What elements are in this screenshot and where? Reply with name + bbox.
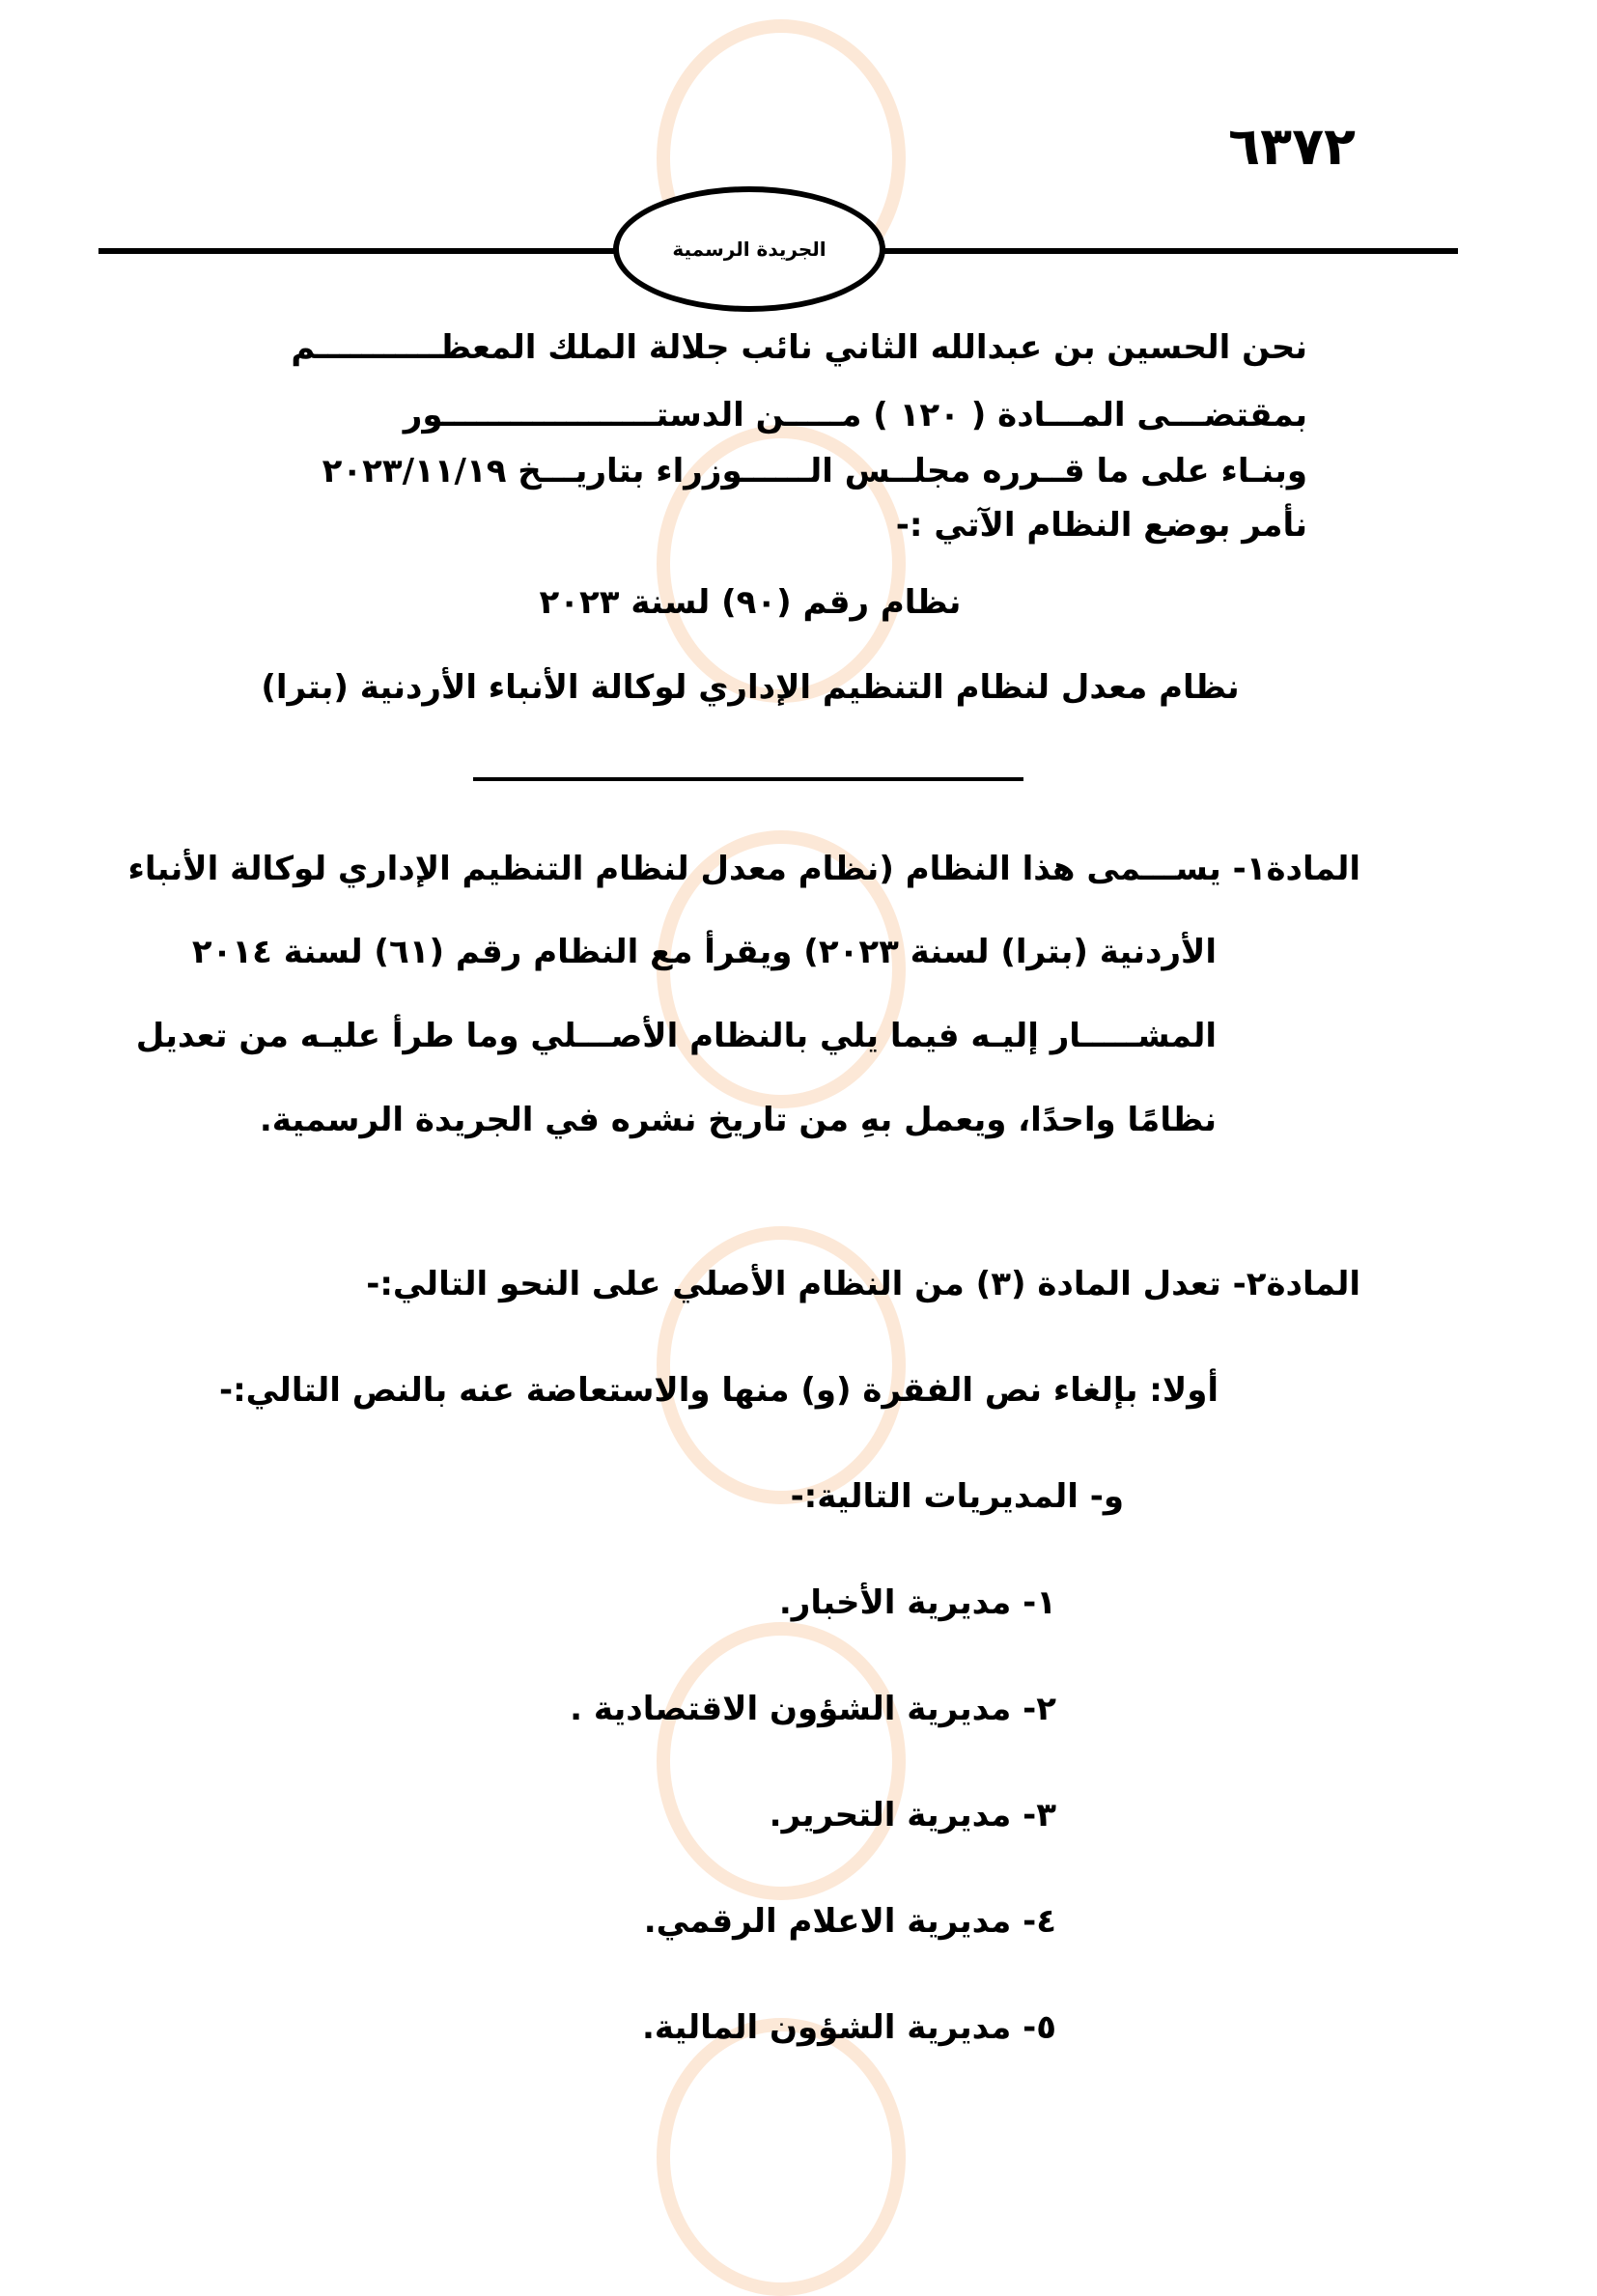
directorate-item: ٤- مديرية الاعلام الرقمي. (643, 1902, 1056, 1941)
article2-clause: و- المديريات التالية:- (790, 1477, 1124, 1516)
title-divider (473, 777, 1023, 781)
directorate-item: ٢- مديرية الشؤون الاقتصادية . (570, 1690, 1056, 1728)
regulation-title: نظام معدل لنظام التنظيم الإداري لوكالة الأنباء الأردنية (بترا) (261, 668, 1240, 707)
regulation-number: نظام رقم (٩٠) لسنة ٢٠٢٣ (539, 583, 962, 622)
directorate-item: ٣- مديرية التحرير. (769, 1796, 1056, 1834)
page-number: ٦٣٧٢ (1228, 116, 1356, 177)
gazette-name-badge (613, 186, 885, 312)
article1-line: المادة١- يســـمى هذا النظام (نظام معدل لنظام التنظيم الإداري لوكالة الأنباء (127, 850, 1360, 888)
article2-heading: المادة٢- تعدل المادة (٣) من النظام الأصلي على النحو التالي:- (366, 1265, 1360, 1303)
article1-line: نظامًا واحدًا، ويعمل بهِ من تاريخ نشره في الجريدة الرسمية. (259, 1101, 1217, 1139)
preamble-line: بمقتضـــى المـــادة ( ١٢٠ ) مـــــن الدستـــــــــــــــــــور (403, 396, 1307, 434)
article2-first: أولا: بإلغاء نص الفقرة (و) منها والاستعاضة عنه بالنص التالي:- (218, 1371, 1219, 1410)
directorate-item: ١- مديرية الأخبار. (778, 1583, 1056, 1622)
clock-watermark-icon (657, 2018, 906, 2296)
preamble-line: نحن الحسين بن عبدالله الثاني نائب جلالة الملك المعظـــــــــــم (291, 328, 1307, 367)
preamble-line: وبنـاء على ما قــرره مجلــس الــــــوزراء بتاريـــخ ٢٠٢٣/١١/١٩ (322, 452, 1307, 490)
gazette-name: الجريدة الرسمية (672, 238, 827, 261)
clock-watermark-icon (657, 1622, 906, 1900)
preamble-line: نأمر بوضع النظام الآتي :- (895, 506, 1307, 545)
article1-line: المشـــــار إليـه فيما يلي بالنظام الأصـــلي وما طرأ عليـه من تعديل (135, 1017, 1217, 1055)
directorate-item: ٥- مديرية الشؤون المالية. (641, 2008, 1056, 2047)
article1-line: الأردنية (بترا) لسنة ٢٠٢٣) ويقرأ مع النظام رقم (٦١) لسنة ٢٠١٤ (191, 933, 1217, 971)
